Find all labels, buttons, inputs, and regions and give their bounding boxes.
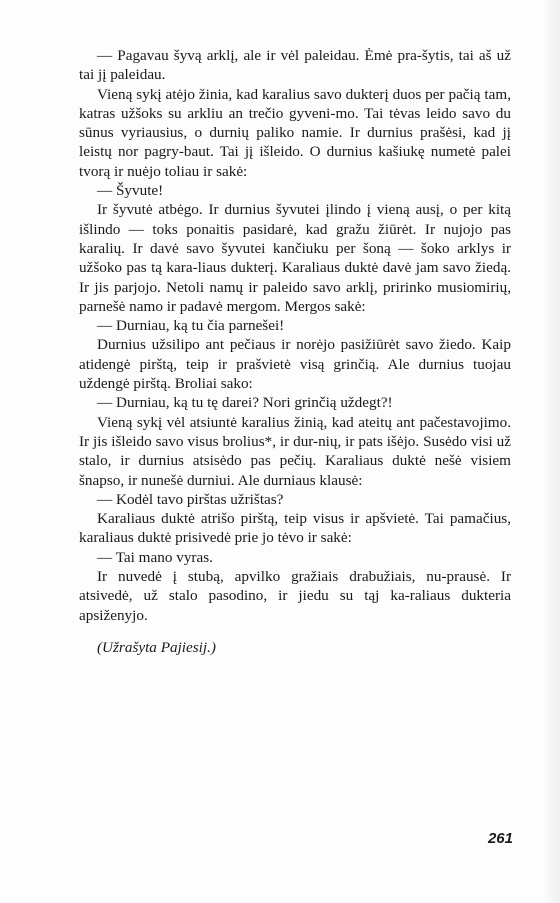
- paragraph-6: Durnius užsilipo ant pečiaus ir norėjo pasižiūrėt savo žiedo. Kaip atidengė pirštą, teip ir prašvietė visą grinčią. Ale durnius tuojau uždengė pirštą. Broliai sako:: [79, 336, 511, 393]
- story-text: [79, 46, 511, 657]
- paragraph-4: Ir šyvutė atbėgo. Ir durnius šyvutei įlindo į vieną ausį, o per kitą išlindo — toks ponaitis pasidarė, kad gražu žiūrėt. Ir nujojo pas karalių. Ir davė savo šyvutei kančiuku per šoną — šoko arklys ir užšoko pas tą kara-liaus dukterį. Karaliaus duktė davė jam savo žiedą. Ir jis parjojo. Netoli namų ir paleido savo arklį, pririnko musiomirių, parnešė namo ir padavė mergom. Mergos sakė:: [79, 201, 511, 315]
- paragraph-2: Vieną sykį atėjo žinia, kad karalius savo dukterį duos per pačią tam, katras užšoks su arkliu an trečio gyveni-mo. Tai tėvas leido savo du sūnus vyriausius, o durnių paliko namie. Ir durnius prašėsi, kad jį leistų nor pagry-baut. Tai jį išleido. O durnius kašiukę numetė palei tvorą ir nuėjo toliau ir sakė:: [79, 85, 511, 180]
- paragraph-1: — Pagavau šyvą arklį, ale ir vėl paleidau. Ėmė pra-šytis, tai aš už tai jį paleidau.: [79, 47, 511, 84]
- page-edge-shadow: [542, 0, 560, 903]
- paragraph-7: — Durniau, ką tu tę darei? Nori grinčią uždegt?!: [97, 394, 393, 412]
- paragraph-3: — Šyvute!: [97, 182, 164, 200]
- paragraph-8: Vieną sykį vėl atsiuntė karalius žinią, kad ateitų ant pačestavojimo. Ir jis išleido savo visus brolius*, ir dur-nių, ir pats išėjo. Susėdo visi už stalo, ir durnius atsisėdo pas pečių. Karaliaus duktė nešė visiem šnapso, ir nunešė durniui. Ale durniaus klausė:: [79, 413, 511, 489]
- paragraph-12: Ir nuvedė į stubą, apvilko gražiais drabužiais, nu-prausė. Ir atsivedė, už stalo pasodino, ir jiedu su tąj ka-raliaus dukteria apsiženyjo.: [79, 568, 511, 624]
- page-number: 261: [487, 830, 513, 847]
- paragraph-5: — Durniau, ką tu čia parnešei!: [97, 317, 285, 335]
- source-note: (Užrašyta Pajiesij.): [97, 638, 216, 656]
- paragraph-11: — Tai mano vyras.: [97, 548, 213, 566]
- paragraph-9: — Kodėl tavo pirštas užrištas?: [97, 490, 284, 508]
- paragraph-10: Karaliaus duktė atrišo pirštą, teip visus ir apšvietė. Tai pamačius, karaliaus duktė prisivedė prie jo tėvo ir sakė:: [79, 510, 511, 547]
